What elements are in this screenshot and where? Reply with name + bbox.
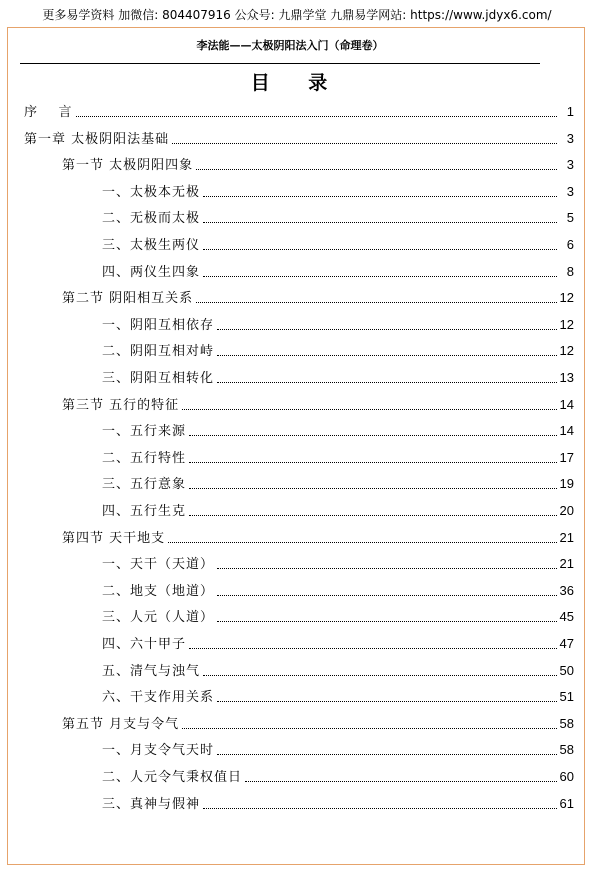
toc-entry[interactable]	[102, 369, 574, 387]
toc-entry[interactable]	[62, 715, 574, 733]
toc-leader-dots	[203, 195, 557, 197]
toc-entry-page: 51	[559, 689, 574, 705]
toc-leader-dots	[203, 248, 557, 250]
toc-entry-page: 14	[559, 423, 574, 439]
toc-entry[interactable]	[102, 795, 574, 813]
toc-entry-label: 四、五行生克	[102, 504, 187, 519]
toc-entry-page: 12	[559, 290, 574, 306]
toc-entry-label: 三、人元（人道）	[102, 610, 215, 626]
toc-entry[interactable]	[102, 608, 574, 626]
toc-entry[interactable]	[102, 555, 574, 573]
toc-entry-page: 5	[566, 210, 574, 226]
toc-entry-label: 三、太极生两仪	[102, 238, 201, 253]
toc-leader-dots	[168, 541, 556, 543]
toc-entry[interactable]	[102, 768, 574, 786]
toc-entry-page: 3	[566, 130, 574, 146]
toc-leader-dots	[196, 168, 557, 170]
toc-entry[interactable]	[102, 475, 574, 493]
toc-leader-dots	[203, 807, 557, 809]
toc-leader-dots	[203, 275, 557, 277]
toc-entry-page: 21	[559, 529, 574, 545]
toc-entry-label: 六、干支作用关系	[102, 690, 215, 706]
toc-entry-page: 8	[566, 263, 574, 279]
toc-leader-dots	[217, 594, 557, 596]
toc-leader-dots	[189, 461, 557, 463]
toc-entry-page: 14	[559, 396, 574, 412]
toc-entry-page: 50	[559, 662, 574, 678]
toc-entry-page: 12	[559, 316, 574, 332]
toc-entry[interactable]	[102, 316, 574, 334]
toc-entry-label: 二、阴阳互相对峙	[102, 344, 215, 360]
toc-entry[interactable]	[24, 103, 574, 121]
toc-entry[interactable]	[102, 502, 574, 520]
toc-entry-label: 一、阴阳互相依存	[102, 317, 215, 333]
toc-entry-page: 13	[559, 370, 574, 385]
toc-entry-label: 三、阴阳互相转化	[102, 371, 215, 386]
toc-entry-page: 60	[559, 769, 574, 784]
toc-entry[interactable]	[102, 263, 574, 281]
header-rule	[20, 63, 540, 64]
toc-entry-label: 第五节 月支与令气	[62, 716, 180, 732]
top-banner: 更多易学资料 加微信: 804407916 公众号: 九鼎学堂 九鼎易学网站: https://www.jdyx6.com/	[42, 8, 552, 22]
toc-leader-dots	[189, 434, 557, 436]
toc-entry-page: 12	[559, 343, 574, 359]
toc-entry-page: 61	[559, 795, 574, 811]
toc-entry-page: 19	[559, 476, 574, 492]
toc-leader-dots	[217, 381, 557, 383]
toc-entry-label: 第三节 五行的特征	[62, 397, 180, 413]
toc-entry-label: 二、人元令气秉权值日	[102, 770, 243, 785]
toc-entry-label: 五、清气与浊气	[102, 663, 201, 679]
toc-leader-dots	[76, 115, 557, 117]
toc-leader-dots	[217, 620, 557, 622]
toc-entry-label: 第二节 阴阳相互关系	[62, 291, 194, 307]
toc-entry[interactable]	[24, 130, 574, 148]
toc-entry[interactable]	[102, 342, 574, 360]
toc-entry[interactable]	[102, 741, 574, 759]
toc-entry-label: 一、太极本无极	[102, 184, 201, 200]
toc-entry-label: 第一节 太极阴阳四象	[62, 158, 194, 174]
toc-entry-page: 3	[566, 183, 574, 199]
toc-entry[interactable]	[102, 422, 574, 440]
toc-entry-page: 3	[566, 157, 574, 173]
toc-leader-dots	[172, 142, 557, 144]
toc-entry[interactable]	[62, 289, 574, 307]
toc-entry[interactable]	[102, 209, 574, 227]
toc-entry-page: 20	[559, 503, 574, 518]
toc-entry-label: 一、五行来源	[102, 424, 187, 440]
toc-entry[interactable]	[102, 635, 574, 653]
toc-entry-page: 1	[566, 104, 574, 119]
toc-entry[interactable]	[102, 662, 574, 680]
toc-entry-label: 四、两仪生四象	[102, 264, 201, 280]
toc-leader-dots	[189, 647, 557, 649]
toc-leader-dots	[182, 408, 556, 410]
toc-entry-label: 三、真神与假神	[102, 796, 201, 812]
toc-entry[interactable]	[102, 183, 574, 201]
toc-entry-label: 序 言	[24, 105, 73, 120]
toc-leader-dots	[217, 700, 557, 702]
toc-entry-label: 第四节 天干地支	[62, 530, 166, 546]
toc-leader-dots	[182, 727, 556, 729]
running-header-title: 李法能——太极阴阳法入门（命理卷）	[196, 39, 384, 52]
toc-entry[interactable]	[102, 688, 574, 706]
toc-leader-dots	[217, 328, 557, 330]
toc-entry-label: 第一章 太极阴阳法基础	[24, 131, 170, 147]
toc-entry[interactable]	[102, 236, 574, 254]
toc-entry[interactable]	[62, 156, 574, 174]
page-frame	[7, 27, 585, 865]
toc-entry-label: 一、天干（天道）	[102, 557, 215, 573]
toc-entry-label: 二、无极而太极	[102, 211, 201, 227]
toc-entry-label: 二、五行特性	[102, 450, 187, 466]
toc-leader-dots	[217, 354, 557, 356]
toc-leader-dots	[203, 674, 557, 676]
toc-entry-page: 58	[559, 742, 574, 758]
toc-entry-page: 47	[559, 636, 574, 651]
toc-leader-dots	[196, 301, 556, 303]
toc-leader-dots	[189, 514, 557, 516]
toc-entry-label: 四、六十甲子	[102, 637, 187, 652]
toc-entry-label: 二、地支（地道）	[102, 583, 215, 599]
page-title: 目 录	[250, 72, 344, 94]
toc-leader-dots	[217, 753, 557, 755]
toc-entry[interactable]	[62, 396, 574, 414]
toc-leader-dots	[203, 221, 557, 223]
toc-entry-label: 一、月支令气天时	[102, 743, 215, 759]
toc-entry-page: 6	[566, 237, 574, 252]
toc-leader-dots	[217, 567, 557, 569]
toc-entry[interactable]	[102, 582, 574, 600]
toc-entry-page: 45	[559, 609, 574, 625]
toc-leader-dots	[245, 780, 557, 782]
toc-entry-page: 58	[559, 715, 574, 731]
toc-entry-page: 21	[559, 556, 574, 572]
toc-entry[interactable]	[102, 449, 574, 467]
toc-leader-dots	[189, 487, 557, 489]
toc-entry[interactable]	[62, 529, 574, 547]
toc-entry-label: 三、五行意象	[102, 477, 187, 493]
toc-entry-page: 17	[559, 449, 574, 465]
toc-entry-page: 36	[559, 582, 574, 598]
